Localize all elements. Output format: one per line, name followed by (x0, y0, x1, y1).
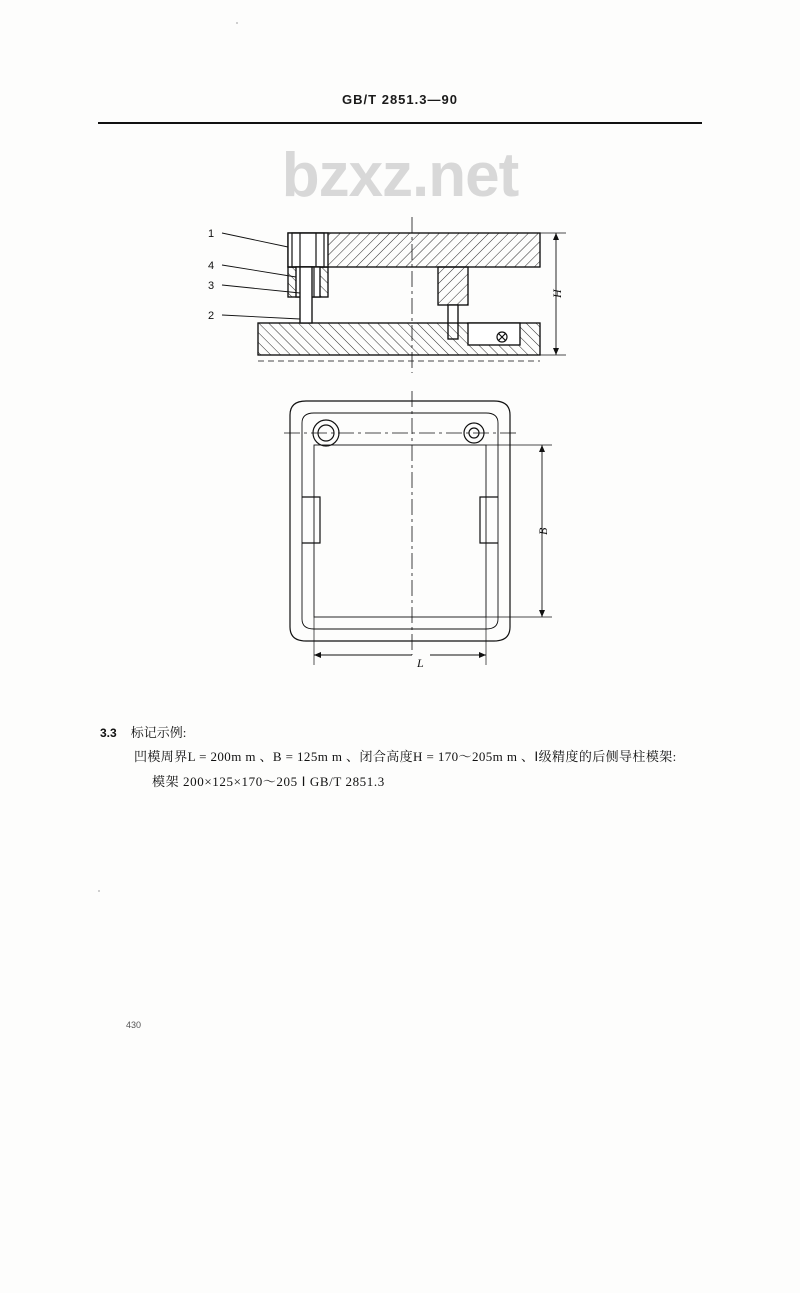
dimension-label-L: L (417, 656, 424, 670)
watermark-text: bzxz.net (281, 141, 519, 210)
drawing-callout-1: 1 (208, 228, 215, 240)
scan-speck-2 (98, 890, 100, 892)
clause-number: 3.3 (100, 726, 117, 740)
technical-drawing (180, 215, 620, 685)
clause-line-1: 凹模周界L = 200m m 、B = 125m m 、闭合高度H = 170～205m m 、Ⅰ级精度的后侧导柱模架: (134, 749, 677, 764)
drawing-callout-4: 4 (208, 260, 215, 272)
scan-speck-1 (236, 22, 238, 24)
clause-3-3 (100, 722, 720, 792)
footer-page-number: 430 (126, 1020, 142, 1030)
dimension-label-B: B (536, 527, 550, 535)
dimension-label-H: H (550, 289, 564, 298)
page-header-standard-code: GB/T 2851.3—90 (342, 92, 458, 107)
drawing-callout-2: 2 (208, 310, 215, 322)
clause-line-2: 模架 200×125×170～205 Ⅰ GB/T 2851.3 (152, 774, 385, 789)
clause-title: 标记示例: (130, 725, 187, 740)
header-divider (98, 122, 702, 124)
drawing-callout-3: 3 (208, 280, 215, 292)
